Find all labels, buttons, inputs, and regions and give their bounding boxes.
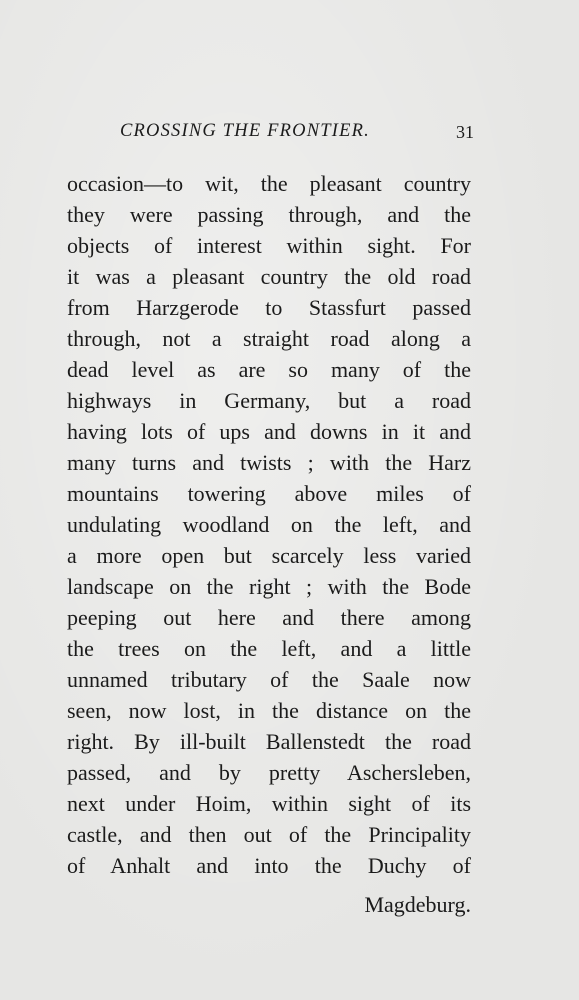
page-number: 31 — [456, 122, 474, 142]
text-line: landscape on the right ; with the Bode — [67, 574, 471, 599]
text-line: peeping out here and there among — [67, 605, 471, 630]
text-line: the trees on the left, and a little — [67, 636, 471, 661]
running-title: CROSSING THE FRONTIER. — [120, 121, 370, 141]
text-line: next under Hoim, within sight of its — [67, 791, 471, 816]
text-line: it was a pleasant country the old road — [67, 264, 471, 289]
text-line: mountains towering above miles of — [67, 481, 471, 506]
text-line: highways in Germany, but a road — [67, 388, 471, 413]
text-line-final: Magdeburg. — [364, 892, 471, 917]
text-line: they were passing through, and the — [67, 202, 471, 227]
text-line: occasion—to wit, the pleasant country — [67, 171, 471, 196]
running-head — [120, 121, 485, 145]
text-line: seen, now lost, in the distance on the — [67, 698, 471, 723]
text-line: of Anhalt and into the Duchy of — [67, 853, 471, 878]
text-line: castle, and then out of the Principality — [67, 822, 471, 847]
text-line: many turns and twists ; with the Harz — [67, 450, 471, 475]
text-line: unnamed tributary of the Saale now — [67, 667, 471, 692]
text-line: a more open but scarcely less varied — [67, 543, 471, 568]
text-line: through, not a straight road along a — [67, 326, 471, 351]
text-line: undulating woodland on the left, and — [67, 512, 471, 537]
text-line: dead level as are so many of the — [67, 357, 471, 382]
text-line: from Harzgerode to Stassfurt passed — [67, 295, 471, 320]
text-line: right. By ill-built Ballenstedt the road — [67, 729, 471, 754]
text-line: passed, and by pretty Aschersleben, — [67, 760, 471, 785]
text-line: objects of interest within sight. For — [67, 233, 471, 258]
text-line: having lots of ups and downs in it and — [67, 419, 471, 444]
